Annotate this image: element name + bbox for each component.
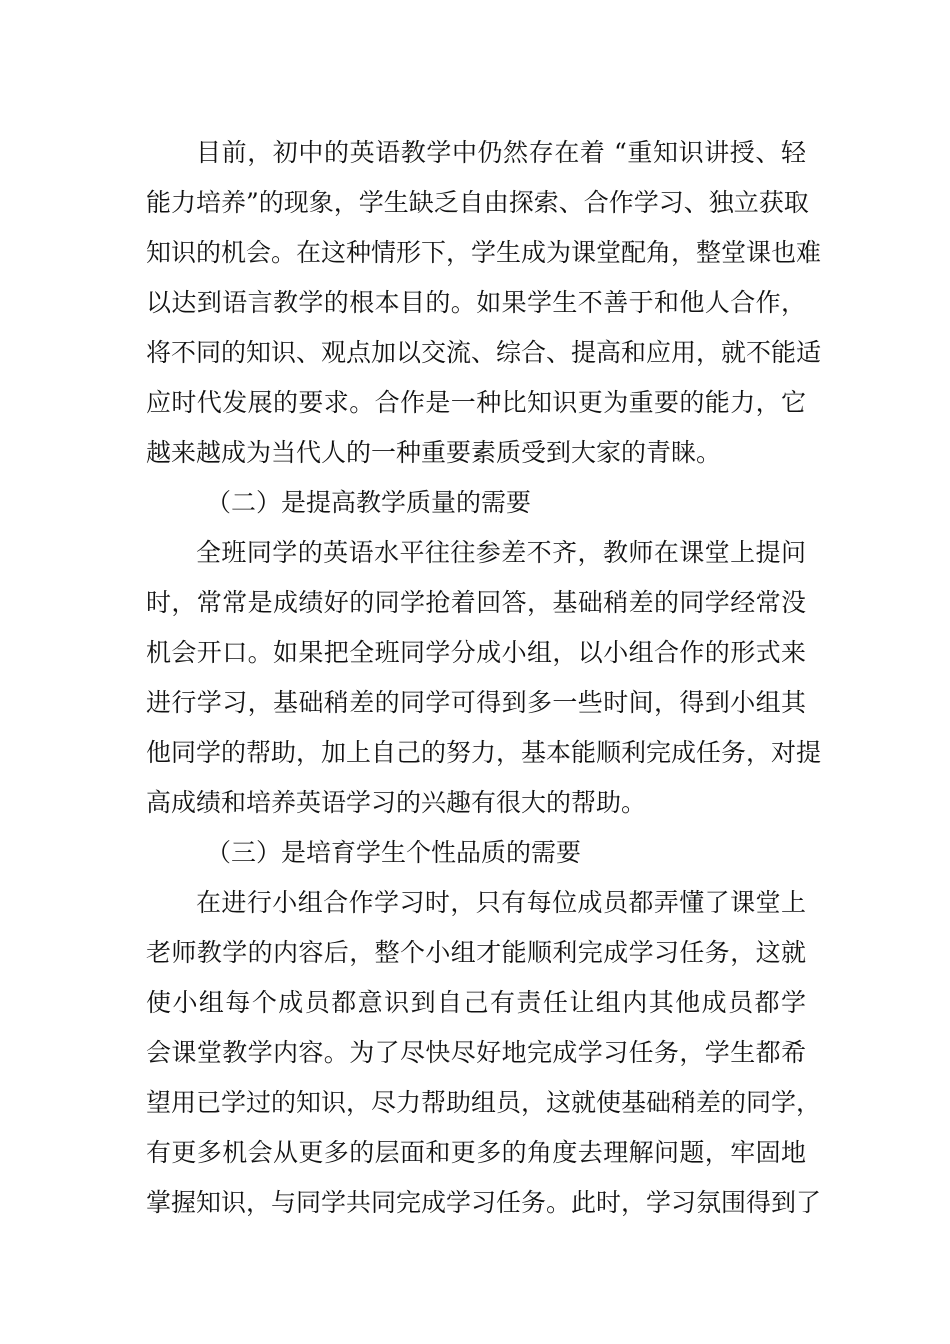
text-line: 知识的机会。在这种情形下，学生成为课堂配角，整堂课也难: [146, 238, 822, 267]
paragraph-3: [146, 878, 822, 1228]
text-line: 在进行小组合作学习时，只有每位成员都弄懂了课堂上: [196, 888, 806, 917]
text-line: 目前，初中的英语教学中仍然存在着 “重知识讲授、轻: [196, 138, 806, 167]
document-body: [146, 128, 822, 1228]
text-line: 有更多机会从更多的层面和更多的角度去理解问题，牢固地: [146, 1138, 806, 1167]
text-line: 将不同的知识、观点加以交流、综合、提高和应用，就不能适: [146, 338, 822, 367]
text-line: 能力培养”的现象，学生缺乏自由探索、合作学习、独立获取: [146, 188, 809, 217]
text-line: 全班同学的英语水平往往参差不齐，教师在课堂上提问: [196, 538, 806, 567]
text-line: 越来越成为当代人的一种重要素质受到大家的青睐。: [146, 438, 722, 467]
text-line: 机会开口。如果把全班同学分成小组，以小组合作的形式来: [146, 638, 806, 667]
text-line: 会课堂教学内容。为了尽快尽好地完成学习任务，学生都希: [146, 1038, 806, 1067]
text-line: 他同学的帮助，加上自己的努力，基本能顺利完成任务，对提: [146, 738, 822, 767]
text-line: 高成绩和培养英语学习的兴趣有很大的帮助。: [146, 788, 647, 817]
paragraph-2: [146, 528, 822, 828]
text-line: 时，常常是成绩好的同学抢着回答，基础稍差的同学经常没: [146, 588, 806, 617]
text-line: 掌握知识，与同学共同完成学习任务。此时，学习氛围得到了: [146, 1188, 822, 1217]
section-heading: （二）是提高教学质量的需要: [206, 488, 532, 517]
text-line: 望用已学过的知识，尽力帮助组员，这就使基础稍差的同学，: [146, 1088, 822, 1117]
text-line: 老师教学的内容后，整个小组才能顺利完成学习任务，这就: [146, 938, 806, 967]
text-line: 应时代发展的要求。合作是一种比知识更为重要的能力，它: [146, 388, 806, 417]
section-heading: （三）是培育学生个性品质的需要: [206, 838, 582, 867]
text-line: 进行学习，基础稍差的同学可得到多一些时间，得到小组其: [146, 688, 806, 717]
text-line: 以达到语言教学的根本目的。如果学生不善于和他人合作，: [146, 288, 806, 317]
text-line: 使小组每个成员都意识到自己有责任让组内其他成员都学: [146, 988, 806, 1017]
paragraph-1: [146, 128, 822, 478]
